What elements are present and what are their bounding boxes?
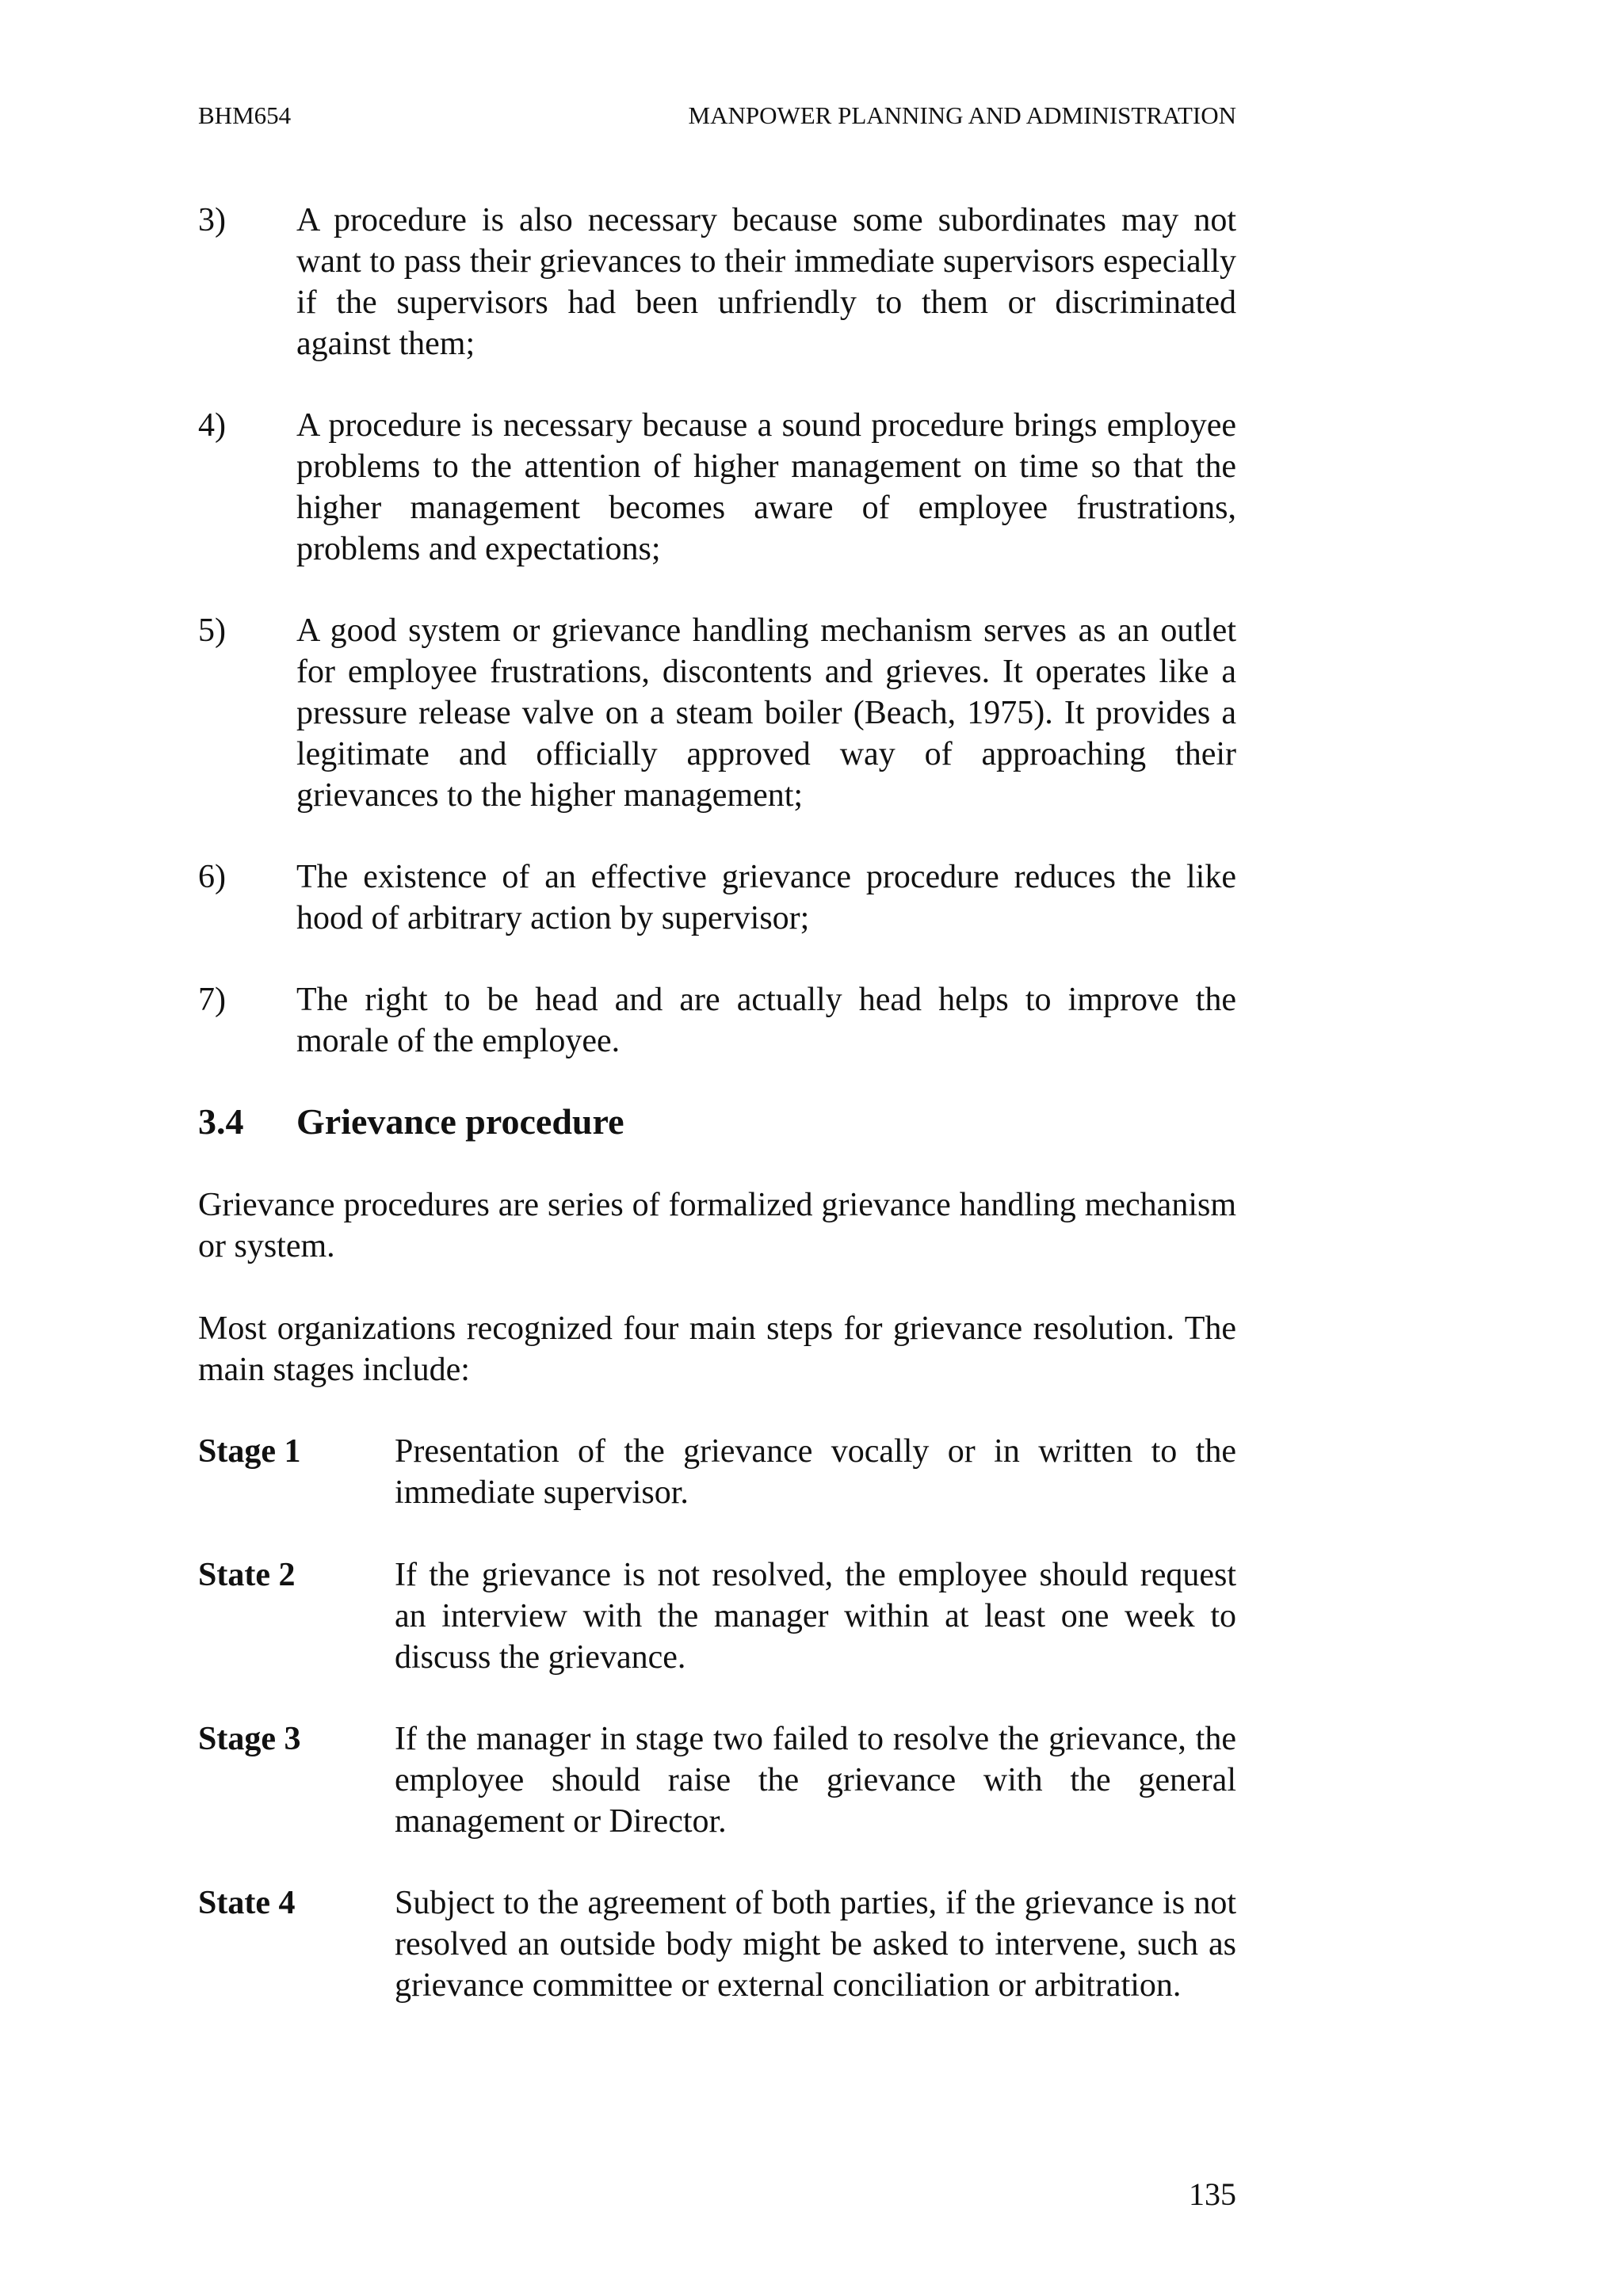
list-item-number: 3) xyxy=(198,202,226,238)
section-title: Grievance procedure xyxy=(296,1101,624,1142)
stage-label: Stage 1 xyxy=(198,1433,301,1470)
stage-text: If the grievance is not resolved, the employee should request an interview with the manager within at least one week to discuss the grievance. xyxy=(395,1557,1236,1676)
course-code: BHM654 xyxy=(198,101,292,129)
section-heading xyxy=(198,1100,1236,1144)
stage-text: Subject to the agreement of both parties, if the grievance is not resolved an outside body might be asked to intervene, such as grievance committee or external conciliation or arbitration. xyxy=(395,1885,1236,2004)
list-item-text: A procedure is also necessary because some subordinates may not want to pass their grievances to their immediate supervisors especially if the supervisors had been unfriendly to them or discriminated against them; xyxy=(296,202,1236,362)
stage-label: State 2 xyxy=(198,1557,296,1593)
running-header xyxy=(198,100,1236,132)
stage-text: If the manager in stage two failed to resolve the grievance, the employee should raise the grievance with the general management or Director. xyxy=(395,1721,1236,1840)
stage-label: Stage 3 xyxy=(198,1721,301,1757)
list-item-text: A good system or grievance handling mechanism serves as an outlet for employee frustrations, discontents and grieves. It operates like a pressure release valve on a steam boiler (Beach, 1975). It provides a legitimate and officially approved way of approaching their grievances to the higher management; xyxy=(296,612,1236,814)
stage-text: Presentation of the grievance vocally or in written to the immediate supervisor. xyxy=(395,1433,1236,1511)
list-item-number: 4) xyxy=(198,407,226,444)
body-paragraph: Grievance procedures are series of formalized grievance handling mechanism or system. xyxy=(198,1187,1236,1264)
course-title: MANPOWER PLANNING AND ADMINISTRATION xyxy=(688,101,1236,129)
stage-label: State 4 xyxy=(198,1885,296,1921)
list-item-number: 7) xyxy=(198,982,226,1018)
section-number: 3.4 xyxy=(198,1101,244,1142)
list-item-number: 6) xyxy=(198,859,226,895)
list-item-text: The existence of an effective grievance procedure reduces the like hood of arbitrary action by supervisor; xyxy=(296,859,1236,936)
list-item-text: The right to be head and are actually head helps to improve the morale of the employee. xyxy=(296,982,1236,1059)
body-paragraph: Most organizations recognized four main steps for grievance resolution. The main stages include: xyxy=(198,1310,1236,1388)
page-number: 135 xyxy=(1189,2176,1236,2212)
list-item-text: A procedure is necessary because a sound procedure brings employee problems to the attention of higher management on time so that the higher management becomes aware of employee frustrations, problems and expectations; xyxy=(296,407,1236,567)
list-item-number: 5) xyxy=(198,612,226,649)
